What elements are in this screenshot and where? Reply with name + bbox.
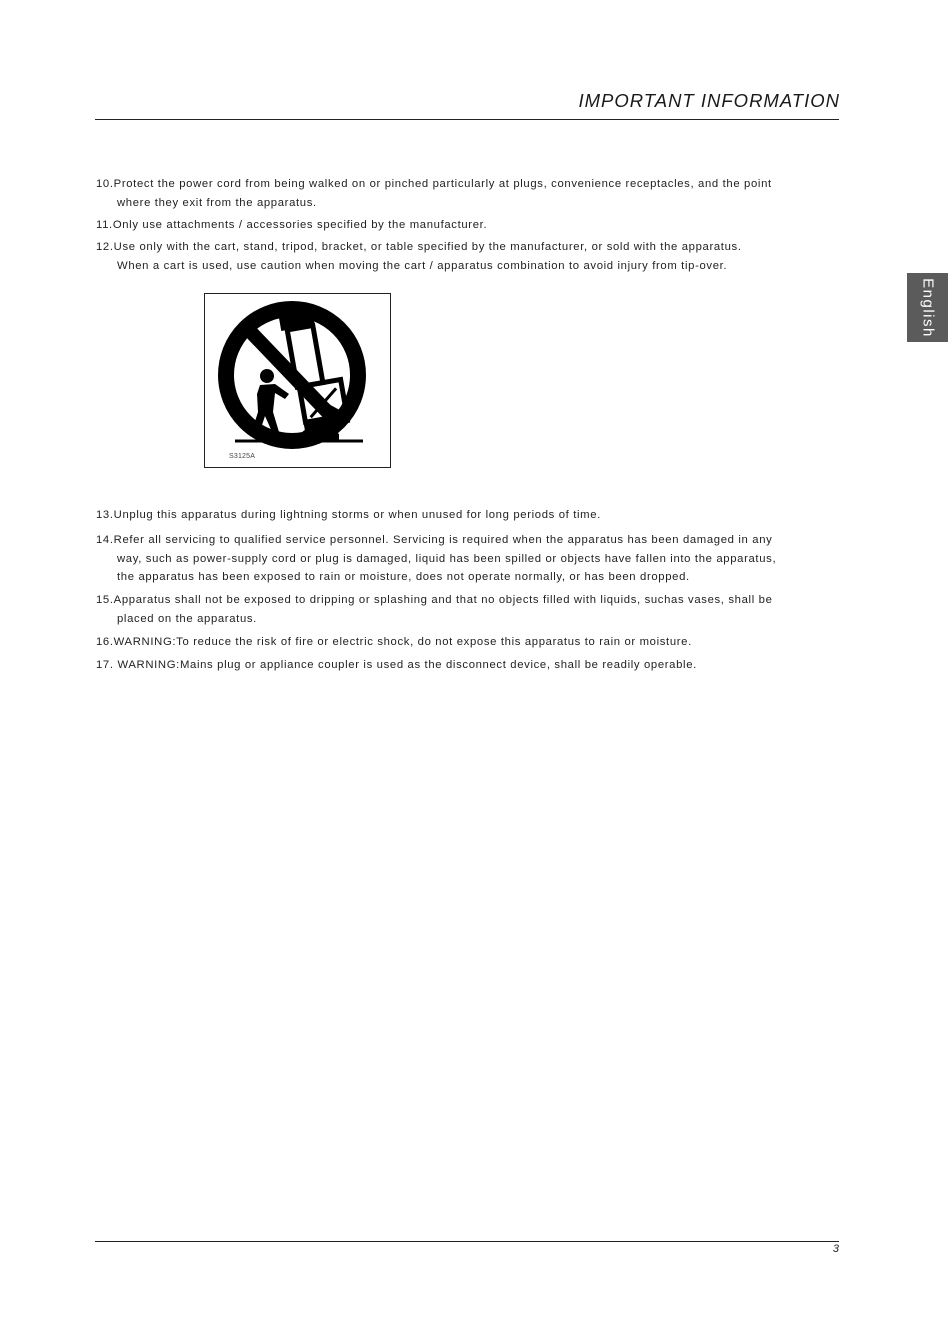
page-title: IMPORTANT INFORMATION bbox=[578, 90, 840, 111]
list-item-line: 11.Only use attachments / accessories specified by the manufacturer. bbox=[96, 219, 488, 231]
footer-divider bbox=[95, 1241, 839, 1242]
header-divider bbox=[95, 119, 839, 120]
list-item bbox=[96, 506, 841, 525]
list-item-line: 14.Refer all servicing to qualified service personnel. Servicing is required when the apparatus has been damaged in any bbox=[96, 534, 773, 546]
list-item-line: 13.Unplug this apparatus during lightning storms or when unused for long periods of time. bbox=[96, 509, 601, 521]
list-item-line: 17. WARNING:Mains plug or appliance coupler is used as the disconnect device, shall be readily operable. bbox=[96, 659, 697, 671]
list-item bbox=[96, 175, 841, 212]
list-item-line: where they exit from the apparatus. bbox=[117, 196, 317, 209]
cart-tip-over-warning-icon bbox=[205, 294, 390, 467]
list-item bbox=[96, 656, 841, 675]
list-item-line: When a cart is used, use caution when moving the cart / apparatus combination to avoid injury from tip-over. bbox=[117, 259, 728, 272]
cart-warning-figure bbox=[204, 293, 391, 468]
page-number: 3 bbox=[832, 1243, 839, 1255]
list-item-line: 10.Protect the power cord from being walked on or pinched particularly at plugs, convenience receptacles, and the point bbox=[96, 178, 772, 190]
language-tab-label: English bbox=[919, 277, 936, 338]
list-item-line: placed on the apparatus. bbox=[117, 612, 257, 625]
list-item-line: 15.Apparatus shall not be exposed to dripping or splashing and that no objects filled with liquids, suchas vases, shall be bbox=[96, 594, 773, 606]
list-item-line: way, such as power-supply cord or plug is damaged, liquid has been spilled or objects have fallen into the apparatus, bbox=[117, 552, 777, 565]
list-item bbox=[96, 633, 841, 652]
list-item-line: 12.Use only with the cart, stand, tripod, bracket, or table specified by the manufacturer, or sold with the apparatus. bbox=[96, 241, 742, 253]
list-item bbox=[96, 216, 841, 235]
list-item bbox=[96, 531, 841, 587]
language-tab[interactable] bbox=[907, 273, 948, 342]
list-item-line: the apparatus has been exposed to rain or moisture, does not operate normally, or has been dropped. bbox=[117, 571, 690, 583]
list-item bbox=[96, 591, 841, 628]
list-item-line: 16.WARNING:To reduce the risk of fire or electric shock, do not expose this apparatus to rain or moisture. bbox=[96, 636, 692, 648]
list-item bbox=[96, 238, 841, 275]
figure-code: S3125A bbox=[229, 453, 256, 460]
